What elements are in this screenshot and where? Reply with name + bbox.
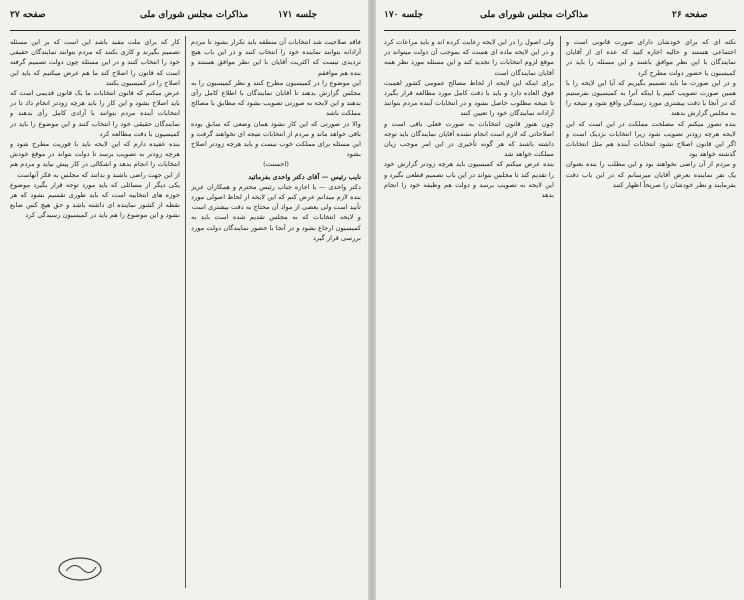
paragraph: و در این صورت ما باید تصمیم بگیریم که آیا این لایحه را با همین صورت تصویب کنیم یا اینکه آنرا به کمیسیون بفرستیم که در آنجا با دقت بیشتری مورد رسیدگی واقع شود و نتیجه را به مجلس گزارش بدهند [566, 78, 736, 118]
left-page-number: صفحه ۲۷ [10, 10, 46, 20]
left-column-divider [185, 36, 186, 588]
paragraph: کار که برای ملت مفید باشد این است که بر این مسئله تصمیم بگیرند و کاری بکنند که مردم بتوانند نمایندگان حقیقی خود را انتخاب کنند و در این مسئله چون دولت تصمیم گرفته است که قانون را اصلاح کند ما هم عرض میکنیم که باید این اصلاح را در کمیسیون بکنند [10, 38, 180, 87]
left-page-session: جلسه ۱۷۱ [278, 10, 318, 20]
paragraph: (احسنت) [263, 160, 289, 169]
left-page-header [10, 10, 360, 26]
stamp-mark [56, 555, 104, 583]
paragraph: بنده عرض میکنم که کمیسیون باید هرچه زودتر گزارش خود را تقدیم کند تا مجلس بتواند در این باب تصمیم قطعی بگیرد و این لایحه به تصویب برسد و دولت هم وظیفه خود را انجام بدهد [384, 160, 554, 200]
left-page-title: مذاکرات مجلس شورای ملی [140, 10, 249, 20]
paragraph: والا در صورتی که این کار نشود همان وضعی که سابق بوده باقی خواهد ماند و مردم از انتخابات نتیجه ای نخواهند گرفت و این مسئله برای مملکت خوب نیست و باید هرچه زودتر اصلاح بشود [191, 119, 361, 159]
paragraph: ولی اصول را در این لایحه رعایت کرده اند و باید مراعات کرد و در این لایحه ماده ای هست که بموجب آن دولت میتواند در موقع لزوم انتخابات را تجدید کند و این مسئله مورد نظر همه آقایان نمایندگان است [384, 38, 554, 77]
left-page [0, 0, 368, 600]
right-page-session: جلسه ۱۷۰ [384, 10, 424, 20]
paragraph: چون هنوز قانون انتخابات به صورت فعلی باقی است و اصلاحاتی که لازم است انجام نشده آقایان نمایندگان باید توجه داشته باشند که هر گونه تأخیری در این امر موجب زیان مملکت خواهد شد [384, 119, 554, 159]
paragraph: این موضوع را در کمیسیون مطرح کنند و نظر کمیسیون را به مجلس گزارش بدهند تا آقایان نمایندگان با اطلاع کامل رأی بدهند و این لایحه به صورتی تصویب بشود که مطابق با مصالح مملکت باشد [191, 78, 361, 118]
paragraph: و مردم از آن راضی نخواهند بود و این مطلب را بنده بعنوان یک نفر نماینده بعرض آقایان میرسانم که در این باب دقت بفرمایند و نظر خودشان را صریحاً اظهار کنند [566, 160, 736, 189]
paragraph: بنده عقیده دارم که این لایحه باید با فوریت مطرح شود و هرچه زودتر به تصویب برسد تا دولت بتواند در موقع خودش انتخابات را انجام بدهد و اشکالی در کار پیش نیاید و مردم هم از این جهت راضی باشند و بدانند که مجلس به فکر آنهاست [10, 140, 180, 179]
paragraph: نکته ای که برای خودشان دارای صورت قانونی است و اجتماعی هستند و حالیه اجازه کنید که عده ای از آقایان نمایندگان با این نظر موافق باشند و این مسئله را باید در کمیسیون با حضور دولت مطرح کرد [566, 38, 736, 77]
speaker-heading: نایب رئیس — آقای دکتر واحدی بفرمائید [248, 172, 361, 181]
paragraph: بنده تصور میکنم که مصلحت مملکت در این است که این لایحه هرچه زودتر تصویب شود زیرا انتخابات نزدیک است و اگر این قانون اصلاح نشود انتخابات آینده هم مثل انتخابات گذشته خواهد بود [566, 119, 736, 159]
right-header-rule [384, 30, 736, 31]
right-page [376, 0, 744, 600]
right-inner-column [384, 37, 554, 592]
right-page-title: مذاکرات مجلس شورای ملی [480, 10, 589, 20]
right-outer-column [566, 37, 736, 592]
left-inner-column [191, 37, 361, 592]
right-page-number: صفحه ۲۶ [672, 10, 708, 20]
right-column-divider [560, 36, 561, 588]
paragraph: عرض میکنم که قانون انتخابات ما یک قانون قدیمی است که باید اصلاح بشود و این کار را باید هرچه زودتر انجام داد تا در انتخابات آینده مردم بتوانند با آزادی کامل رأی بدهند و نمایندگان حقیقی خود را انتخاب کنند و این موضوع را باید در کمیسیون با دقت مطالعه کرد [10, 89, 180, 138]
left-outer-column [10, 37, 180, 592]
left-header-rule [10, 30, 360, 31]
paragraph: فاقد صلاحیت شد انتخابات آن منطقه باید تکرار بشود تا مردم آزادانه بتوانند نماینده خود را انتخاب کنند و در این باب هیچ تردیدی نیست که اکثریت آقایان با این نظر موافق هستند و بنده هم موافقم [191, 38, 361, 77]
paragraph: دکتر واحدی — با اجازه جناب رئیس محترم و همکاران عزیز بنده لازم میدانم عرض کنم که این لایحه از لحاظ اصولی مورد تأیید است ولی بعضی از مواد آن محتاج به دقت بیشتری است [191, 182, 361, 212]
paragraph: یکی دیگر از مسائلی که باید مورد توجه قرار بگیرد موضوع حوزه های انتخابیه است که باید طوری تقسیم بشود که هر نقطه از کشور نماینده ای داشته باشد و حق هیچ کس ضایع نشود و این موضوع را هم باید در کمیسیون رسیدگی کرد [10, 180, 180, 220]
right-page-header [384, 10, 736, 26]
paragraph: و لایحه انتخابات که به مجلس تقدیم شده است باید به کمیسیون ارجاع بشود و در آنجا با حضور نمایندگان دولت مورد بررسی قرار گیرد [191, 213, 361, 242]
book-gutter [368, 0, 376, 600]
paragraph: برای اینکه این لایحه از لحاظ مصالح عمومی کشور اهمیت فوق العاده دارد و باید با دقت کامل مورد مطالعه قرار بگیرد تا نتیجه مطلوب حاصل بشود و در انتخابات آینده مردم بتوانند آزادانه نمایندگان خود را تعیین کنند [384, 78, 554, 118]
